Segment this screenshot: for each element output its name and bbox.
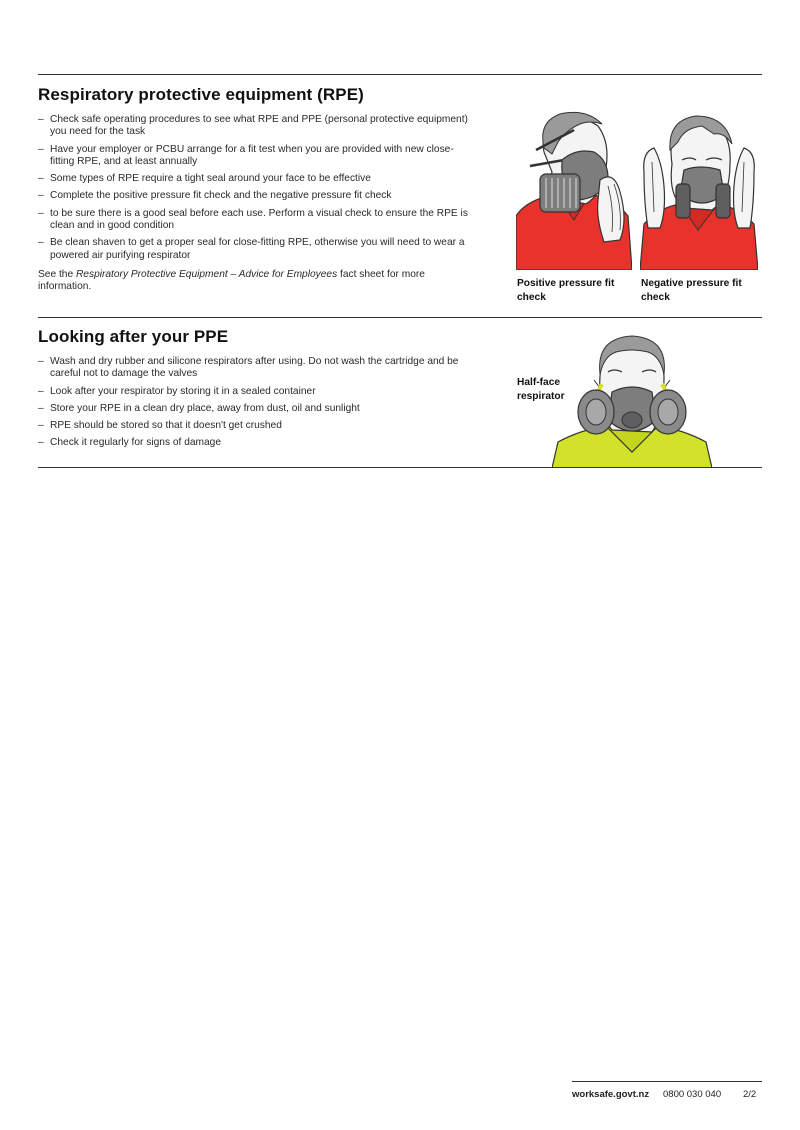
rpe-section xyxy=(38,85,468,294)
top-divider xyxy=(38,74,762,75)
list-item: – Check safe operating procedures to see what RPE and PPE (personal protective equipment) you need for the task xyxy=(38,114,468,139)
list-item: – Be clean shaven to get a proper seal for close-fitting RPE, otherwise you will need to wear a powered air purifying respirator xyxy=(38,237,468,262)
half-face-respirator-illustration xyxy=(552,334,712,468)
list-item: – Complete the positive pressure fit check and the negative pressure fit check xyxy=(38,190,468,202)
bottom-divider xyxy=(38,467,762,468)
rpe-list xyxy=(38,114,468,262)
negative-pressure-caption: Negative pressure fit check xyxy=(641,278,742,303)
list-item: – Check it regularly for signs of damage xyxy=(38,437,468,449)
list-item: – RPE should be stored so that it doesn't get crushed xyxy=(38,420,468,432)
list-item: – Have your employer or PCBU arrange for a fit test when you are provided with new close-fitting RPE, and at least annually xyxy=(38,144,468,169)
positive-pressure-illustration xyxy=(516,108,632,270)
list-item: – Store your RPE in a clean dry place, away from dust, oil and sunlight xyxy=(38,403,468,415)
section-divider xyxy=(38,317,762,318)
half-face-caption: Half-face respirator xyxy=(517,377,565,402)
footer-page-number: 2/2 xyxy=(743,1089,757,1100)
footer-website: worksafe.govt.nz xyxy=(572,1089,650,1100)
footer-phone: 0800 030 040 xyxy=(663,1089,722,1100)
list-item: – Wash and dry rubber and silicone respirators after using. Do not wash the cartridge and be careful not to damage the valves xyxy=(38,356,468,381)
ppe-list xyxy=(38,356,468,450)
negative-pressure-illustration xyxy=(640,112,758,270)
rpe-note: See the Respiratory Protective Equipment – Advice for Employees fact sheet for more information. xyxy=(38,269,425,293)
list-item: – Some types of RPE require a tight seal around your face to be effective xyxy=(38,173,468,185)
list-item: – to be sure there is a good seal before each use. Perform a visual check to ensure the RPE is clean and in good condition xyxy=(38,208,468,233)
list-item: – Look after your respirator by storing it in a sealed container xyxy=(38,386,468,398)
rpe-heading: Respiratory protective equipment (RPE) xyxy=(38,85,364,104)
ppe-section xyxy=(38,327,468,454)
positive-pressure-caption: Positive pressure fit check xyxy=(517,278,615,303)
ppe-heading: Looking after your PPE xyxy=(38,327,229,346)
footer-divider xyxy=(572,1081,762,1082)
fact-sheet-title: Respiratory Protective Equipment – Advice for Employees xyxy=(75,269,338,281)
